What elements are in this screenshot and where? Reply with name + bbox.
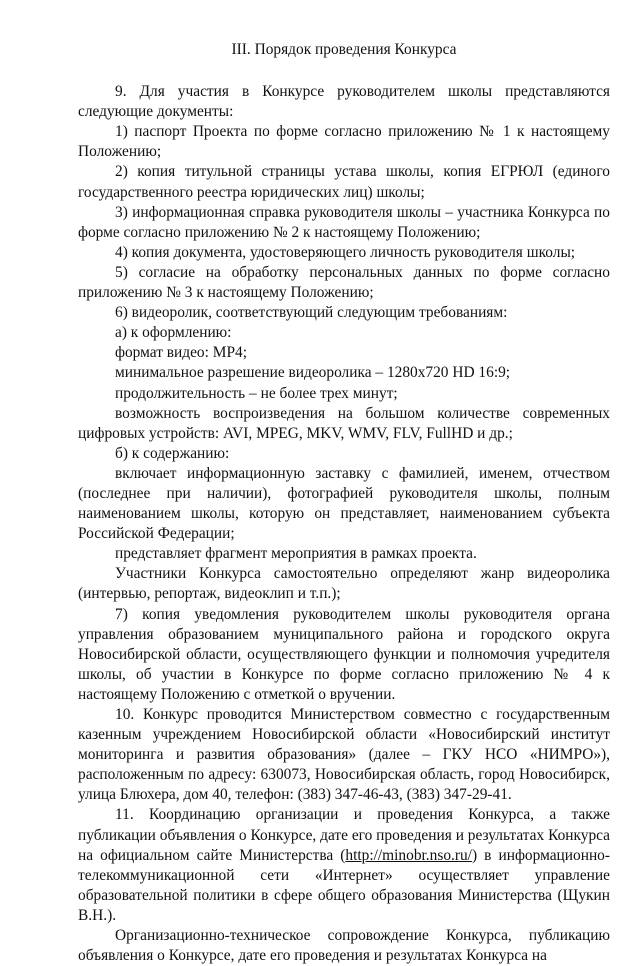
paragraph-12: Организационно-техническое сопровождение Конкурса, публикацию объявления о Конкурсе, дате его проведения и результатах Конкурса на bbox=[78, 927, 610, 965]
list-item-4: 4) копия документа, удостоверяющего личность руководителя школы; bbox=[115, 243, 576, 261]
subitem-a: а) к оформлению: bbox=[115, 324, 232, 342]
list-item-7: 7) копия уведомления руководителем школы руководителя органа управления образованием муниципального района и городского округа Новосибирской области, осуществляющего функции и полномочия учредителя школы, об участии в Конкурсе по форме согласно приложению № 4 к настоящему Положению с отметкой о вручении. bbox=[78, 605, 610, 703]
ministry-site-link[interactable]: http://minobr.nso.ru/ bbox=[345, 846, 472, 864]
genre-paragraph: Участники Конкурса самостоятельно определяют жанр видеоролика (интервью, репортаж, видеоклип и т.п.); bbox=[78, 565, 610, 603]
list-item-1: 1) паспорт Проекта по форме согласно приложению № 1 к настоящему Положению; bbox=[78, 123, 610, 161]
subitem-b: б) к содержанию: bbox=[115, 444, 230, 462]
paragraph-11-start: 11. Координацию организации и проведения Конкурса, а также публикации объявления о Конкурсе, дате его проведения и результатах Конкурса на официальном сайте Министерства ( bbox=[78, 806, 610, 864]
document-page bbox=[78, 40, 610, 966]
subitem-a-resolution: минимальное разрешение видеоролика – 1280х720 HD 16:9; bbox=[115, 364, 511, 382]
paragraph-11-end: ) в информационно-телекоммуникационной сети «Интернет» осуществляет управление образовательной политики в сфере общего образования Министерства (Щукин В.Н.). bbox=[78, 846, 610, 924]
list-item-2: 2) копия титульной страницы устава школы, копия ЕГРЮЛ (единого государственного реестра юридических лиц) школы; bbox=[78, 163, 610, 201]
subitem-b-fragment: представляет фрагмент мероприятия в рамках проекта. bbox=[115, 545, 477, 563]
paragraph-11 bbox=[78, 805, 610, 926]
section-heading: III. Порядок проведения Конкурса bbox=[231, 41, 457, 58]
list-item-6: 6) видеоролик, соответствующий следующим требованиям: bbox=[115, 304, 508, 322]
subitem-a-playback: возможность воспроизведения на большом количестве современных цифровых устройств: AVI, MPEG, MKV, WMV, FLV, FullHD и др.; bbox=[78, 404, 610, 442]
paragraph-10: 10. Конкурс проводится Министерством совместно с государственным казенным учреждением Новосибирской области «Новосибирский институт мониторинга и развития образования» (далее – ГКУ НСО «НИМРО»), расположенным по адресу: 630073, Новосибирская область, город Новосибирск, улица Блюхера, дом 40, телефон: (383) 347-46-43, (383) 347-29-41. bbox=[78, 706, 610, 804]
subitem-b-intro: включает информационную заставку с фамилией, именем, отчеством (последнее при наличии), фотографией руководителя школы, полным наименованием школы, которую он представляет, наименованием субъекта Российской Федерации; bbox=[78, 464, 610, 543]
list-item-3: 3) информационная справка руководителя школы – участника Конкурса по форме согласно приложению № 2 к настоящему Положению; bbox=[78, 203, 610, 241]
subitem-a-format: формат видео: MP4; bbox=[115, 344, 247, 362]
paragraph-9: 9. Для участия в Конкурсе руководителем школы представляются следующие документы: bbox=[78, 83, 610, 121]
list-item-5: 5) согласие на обработку персональных данных по форме согласно приложению № 3 к настоящему Положению; bbox=[78, 263, 610, 302]
subitem-a-duration: продолжительность – не более трех минут; bbox=[115, 384, 398, 402]
